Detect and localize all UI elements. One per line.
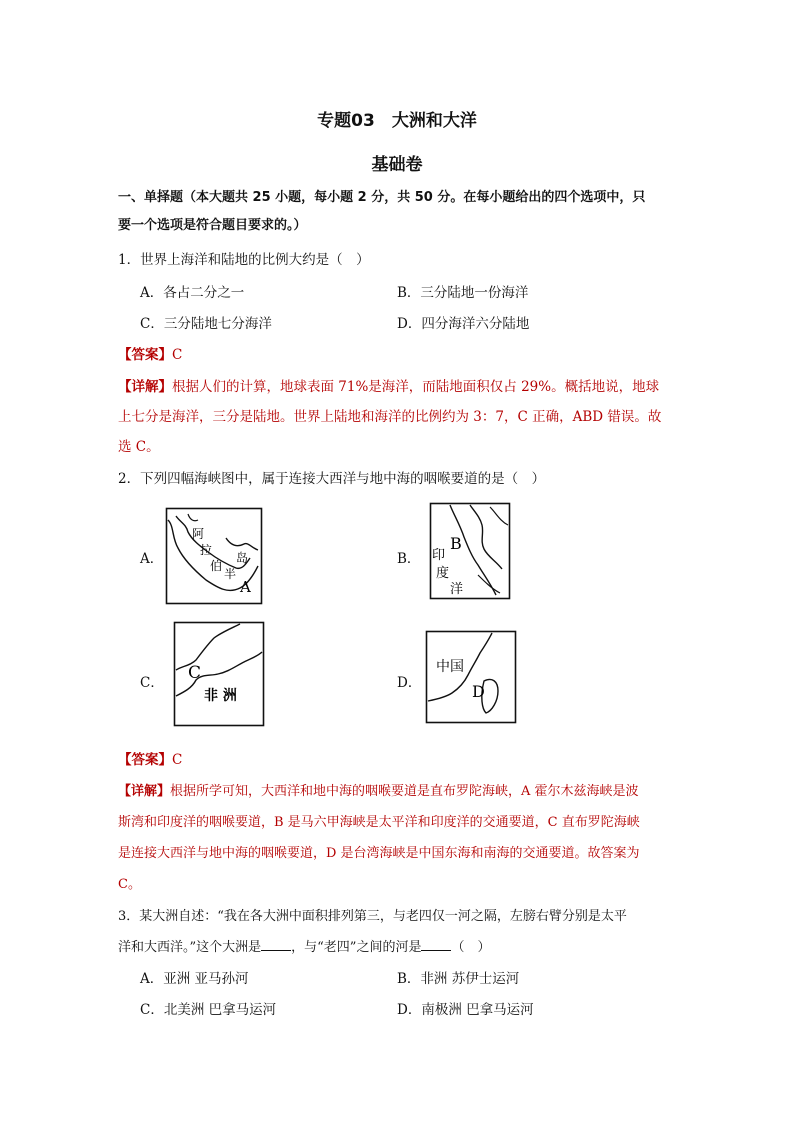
page-title: 专题03 大洲和大洋 (317, 111, 477, 131)
q1-explain-line3: 选 C。 (118, 439, 160, 455)
q3-option-d: D．南极洲 巴拿马运河 (397, 1002, 534, 1018)
q3-option-b: B．非洲 苏伊士运河 (397, 971, 520, 987)
q3-option-c: C．北美洲 巴拿马运河 (140, 1002, 277, 1018)
q1-answer-label: 【答案】 (118, 347, 172, 363)
q2-option-b: B． (397, 551, 421, 567)
q3-stem-line1: 3．某大洲自述：“我在各大洲中面积排列第三，与老四仅一河之隔，左膀右臂分别是太平 (118, 909, 627, 924)
q3-blank-1 (261, 938, 291, 951)
map-c-gibraltar (174, 622, 264, 726)
map-a-label-2: 拉 (200, 543, 213, 557)
q3-stem-line2 (118, 936, 490, 955)
q1-answer-value: C (172, 347, 183, 363)
map-b-label-3: 洋 (450, 582, 464, 597)
map-b-label-1: 印 (432, 548, 446, 563)
q2-explain-line2: 斯湾和印度洋的咽喉要道，B 是马六甲海峡是太平洋和印度洋的交通要道，C 直布罗陀海峡 (118, 815, 640, 830)
q3-stem-part3: （ ） (451, 940, 491, 955)
q2-explain-label: 【详解】 (118, 784, 171, 799)
map-a-arabian-peninsula (166, 508, 262, 604)
q1-option-b: B．三分陆地一份海洋 (397, 285, 529, 301)
q1-explain-text1: 根据人们的计算，地球表面 71%是海洋，而陆地面积仅占 29%。概括地说，地球 (172, 379, 660, 395)
q1-explain-line2: 上七分是海洋，三分是陆地。世界上陆地和海洋的比例约为 3：7，C 正确，ABD 错误。故 (118, 409, 662, 425)
map-b-malacca (430, 503, 510, 599)
q2-stem: 2．下列四幅海峡图中，属于连接大西洋与地中海的咽喉要道的是（ ） (118, 471, 546, 487)
q3-blank-2 (421, 938, 451, 951)
map-b-label-2: 度 (436, 566, 450, 581)
map-a-label-5: 岛 (236, 551, 249, 565)
q2-explain-line1 (118, 780, 639, 799)
q1-option-c: C．三分陆地七分海洋 (140, 316, 272, 332)
map-b-strait-letter: B (450, 534, 462, 553)
q2-option-a: A． (140, 551, 164, 567)
map-c-strait-letter: C (188, 663, 202, 683)
q2-answer (118, 748, 182, 768)
q2-explain-line3: 是连接大西洋与地中海的咽喉要道，D 是台湾海峡是中国东海和南海的交通要道。故答案为 (118, 846, 640, 861)
q2-answer-label: 【答案】 (118, 752, 172, 768)
q1-answer (118, 343, 182, 363)
section-heading-line2: 要一个选项是符合题目要求的。） (118, 218, 307, 233)
map-a-label-3: 伯 (210, 559, 223, 573)
q2-option-d: D． (397, 675, 422, 691)
page-subtitle: 基础卷 (371, 155, 423, 175)
map-d-strait-letter: D (472, 682, 485, 701)
q3-stem-part1: 洋和大西洋。”这个大洲是 (118, 940, 262, 955)
map-c-label-africa: 非 洲 (204, 688, 237, 704)
section-heading-line1: 一、单择题（本大题共 25 小题，每小题 2 分，共 50 分。在每小题给出的四个选项中，只 (118, 190, 646, 205)
map-a-label-1: 阿 (192, 527, 205, 541)
q2-answer-value: C (172, 752, 183, 768)
q2-option-c: C． (140, 675, 164, 691)
q2-explain-text1: 根据所学可知，大西洋和地中海的咽喉要道是直布罗陀海峡，A 霍尔木兹海峡是波 (170, 784, 639, 799)
q1-explain-label: 【详解】 (118, 379, 172, 395)
q3-option-a: A．亚洲 亚马孙河 (140, 971, 249, 987)
map-d-label-china: 中国 (436, 659, 464, 675)
map-a-label-4: 半 (224, 567, 237, 581)
q1-option-a: A．各占二分之一 (140, 285, 245, 301)
map-a-strait-letter: A (240, 578, 251, 596)
map-d-taiwan (426, 631, 516, 723)
q1-option-d: D．四分海洋六分陆地 (397, 316, 530, 332)
q1-stem: 1．世界上海洋和陆地的比例大约是（ ） (118, 252, 370, 268)
q1-explain-line1 (118, 375, 659, 395)
q3-stem-part2: ，与“老四”之间的河是 (291, 940, 422, 955)
q2-explain-line4: C。 (118, 877, 141, 892)
